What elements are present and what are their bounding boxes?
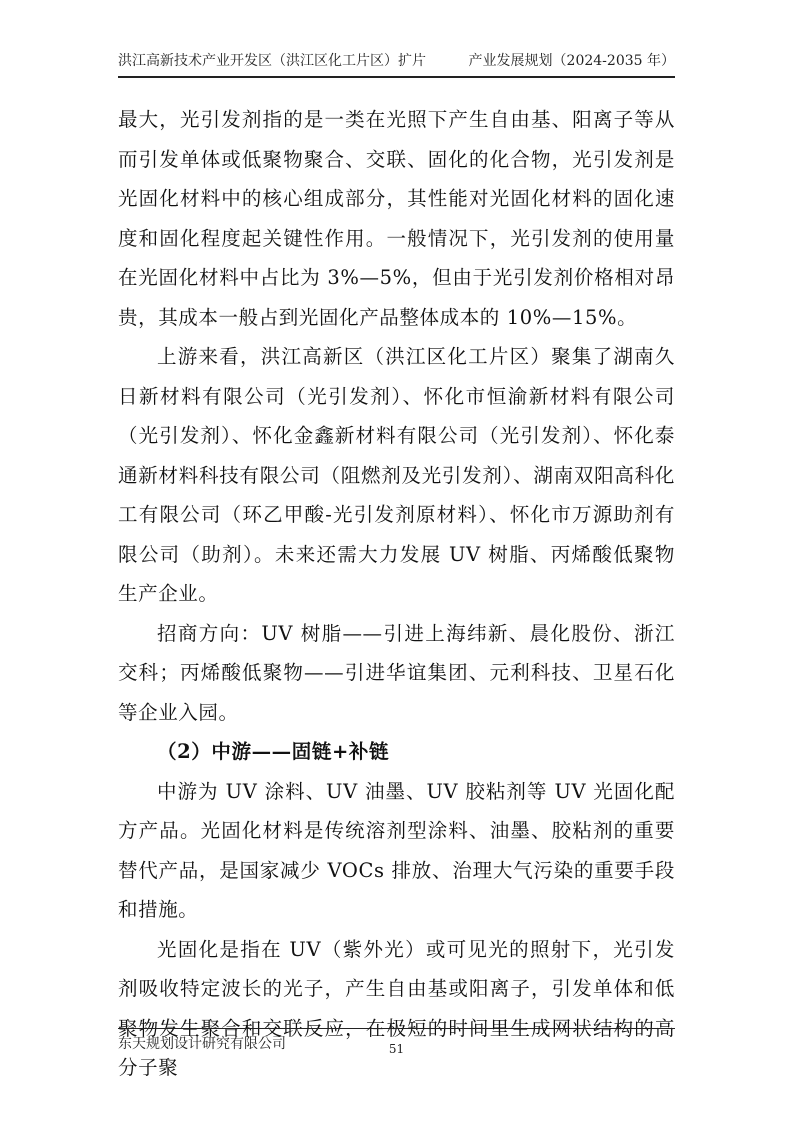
paragraph-5: 光固化是指在 UV（紫外光）或可见光的照射下，光引发剂吸收特定波长的光子，产生自由基或阳离子，引发单体和低聚物发生聚合和交联反应，在极短的时间里生成网状结构的高分子聚 [118, 937, 675, 1079]
page-number: 51 [388, 1042, 405, 1056]
paragraph-2: 上游来看，洪江高新区（洪江区化工片区）聚集了湖南久日新材料有限公司（光引发剂）、怀化市恒渝新材料有限公司（光引发剂）、怀化金鑫新材料有限公司（光引发剂）、怀化泰通新材料科技有限公司（阻燃剂及光引发剂）、湖南双阳高科化工有限公司（环乙甲酸-光引发剂原材料）、怀化市万源助剂有限公司（助剂）。未来还需大力发展 UV 树脂、丙烯酸低聚物生产企业。 [118, 345, 675, 605]
section-subheading: （2）中游——固链+补链 [157, 740, 390, 763]
paragraph-1: 最大，光引发剂指的是一类在光照下产生自由基、阳离子等从而引发单体或低聚物聚合、交联、固化的化合物，光引发剂是光固化材料中的核心组成部分，其性能对光固化材料的固化速度和固化程度起关键性作用。一般情况下，光引发剂的使用量在光固化材料中占比为 3%—5%，但由于光引发剂价格相对昂贵，其成本一般占到光固化产品整体成本的 10%—15%。 [118, 108, 675, 329]
footer-company: 东天规划设计研究有限公司 [118, 1036, 286, 1052]
paragraph-3: 招商方向：UV 树脂——引进上海纬新、晨化股份、浙江交科；丙烯酸低聚物——引进华谊集团、元利科技、卫星石化等企业入园。 [118, 621, 675, 724]
header-right-title: 产业发展规划（2024-2035 年） [468, 53, 675, 69]
paragraph-4: 中游为 UV 涂料、UV 油墨、UV 胶粘剂等 UV 光固化配方产品。光固化材料是传统溶剂型涂料、油墨、胶粘剂的重要替代产品，是国家减少 VOCs 排放、治理大气污染的重要手段和措施。 [118, 779, 675, 921]
page-header [118, 50, 675, 78]
document-body [118, 100, 675, 1088]
footer-divider [118, 1028, 675, 1029]
header-left-title: 洪江高新技术产业开发区（洪江区化工片区）扩片 [118, 53, 426, 69]
